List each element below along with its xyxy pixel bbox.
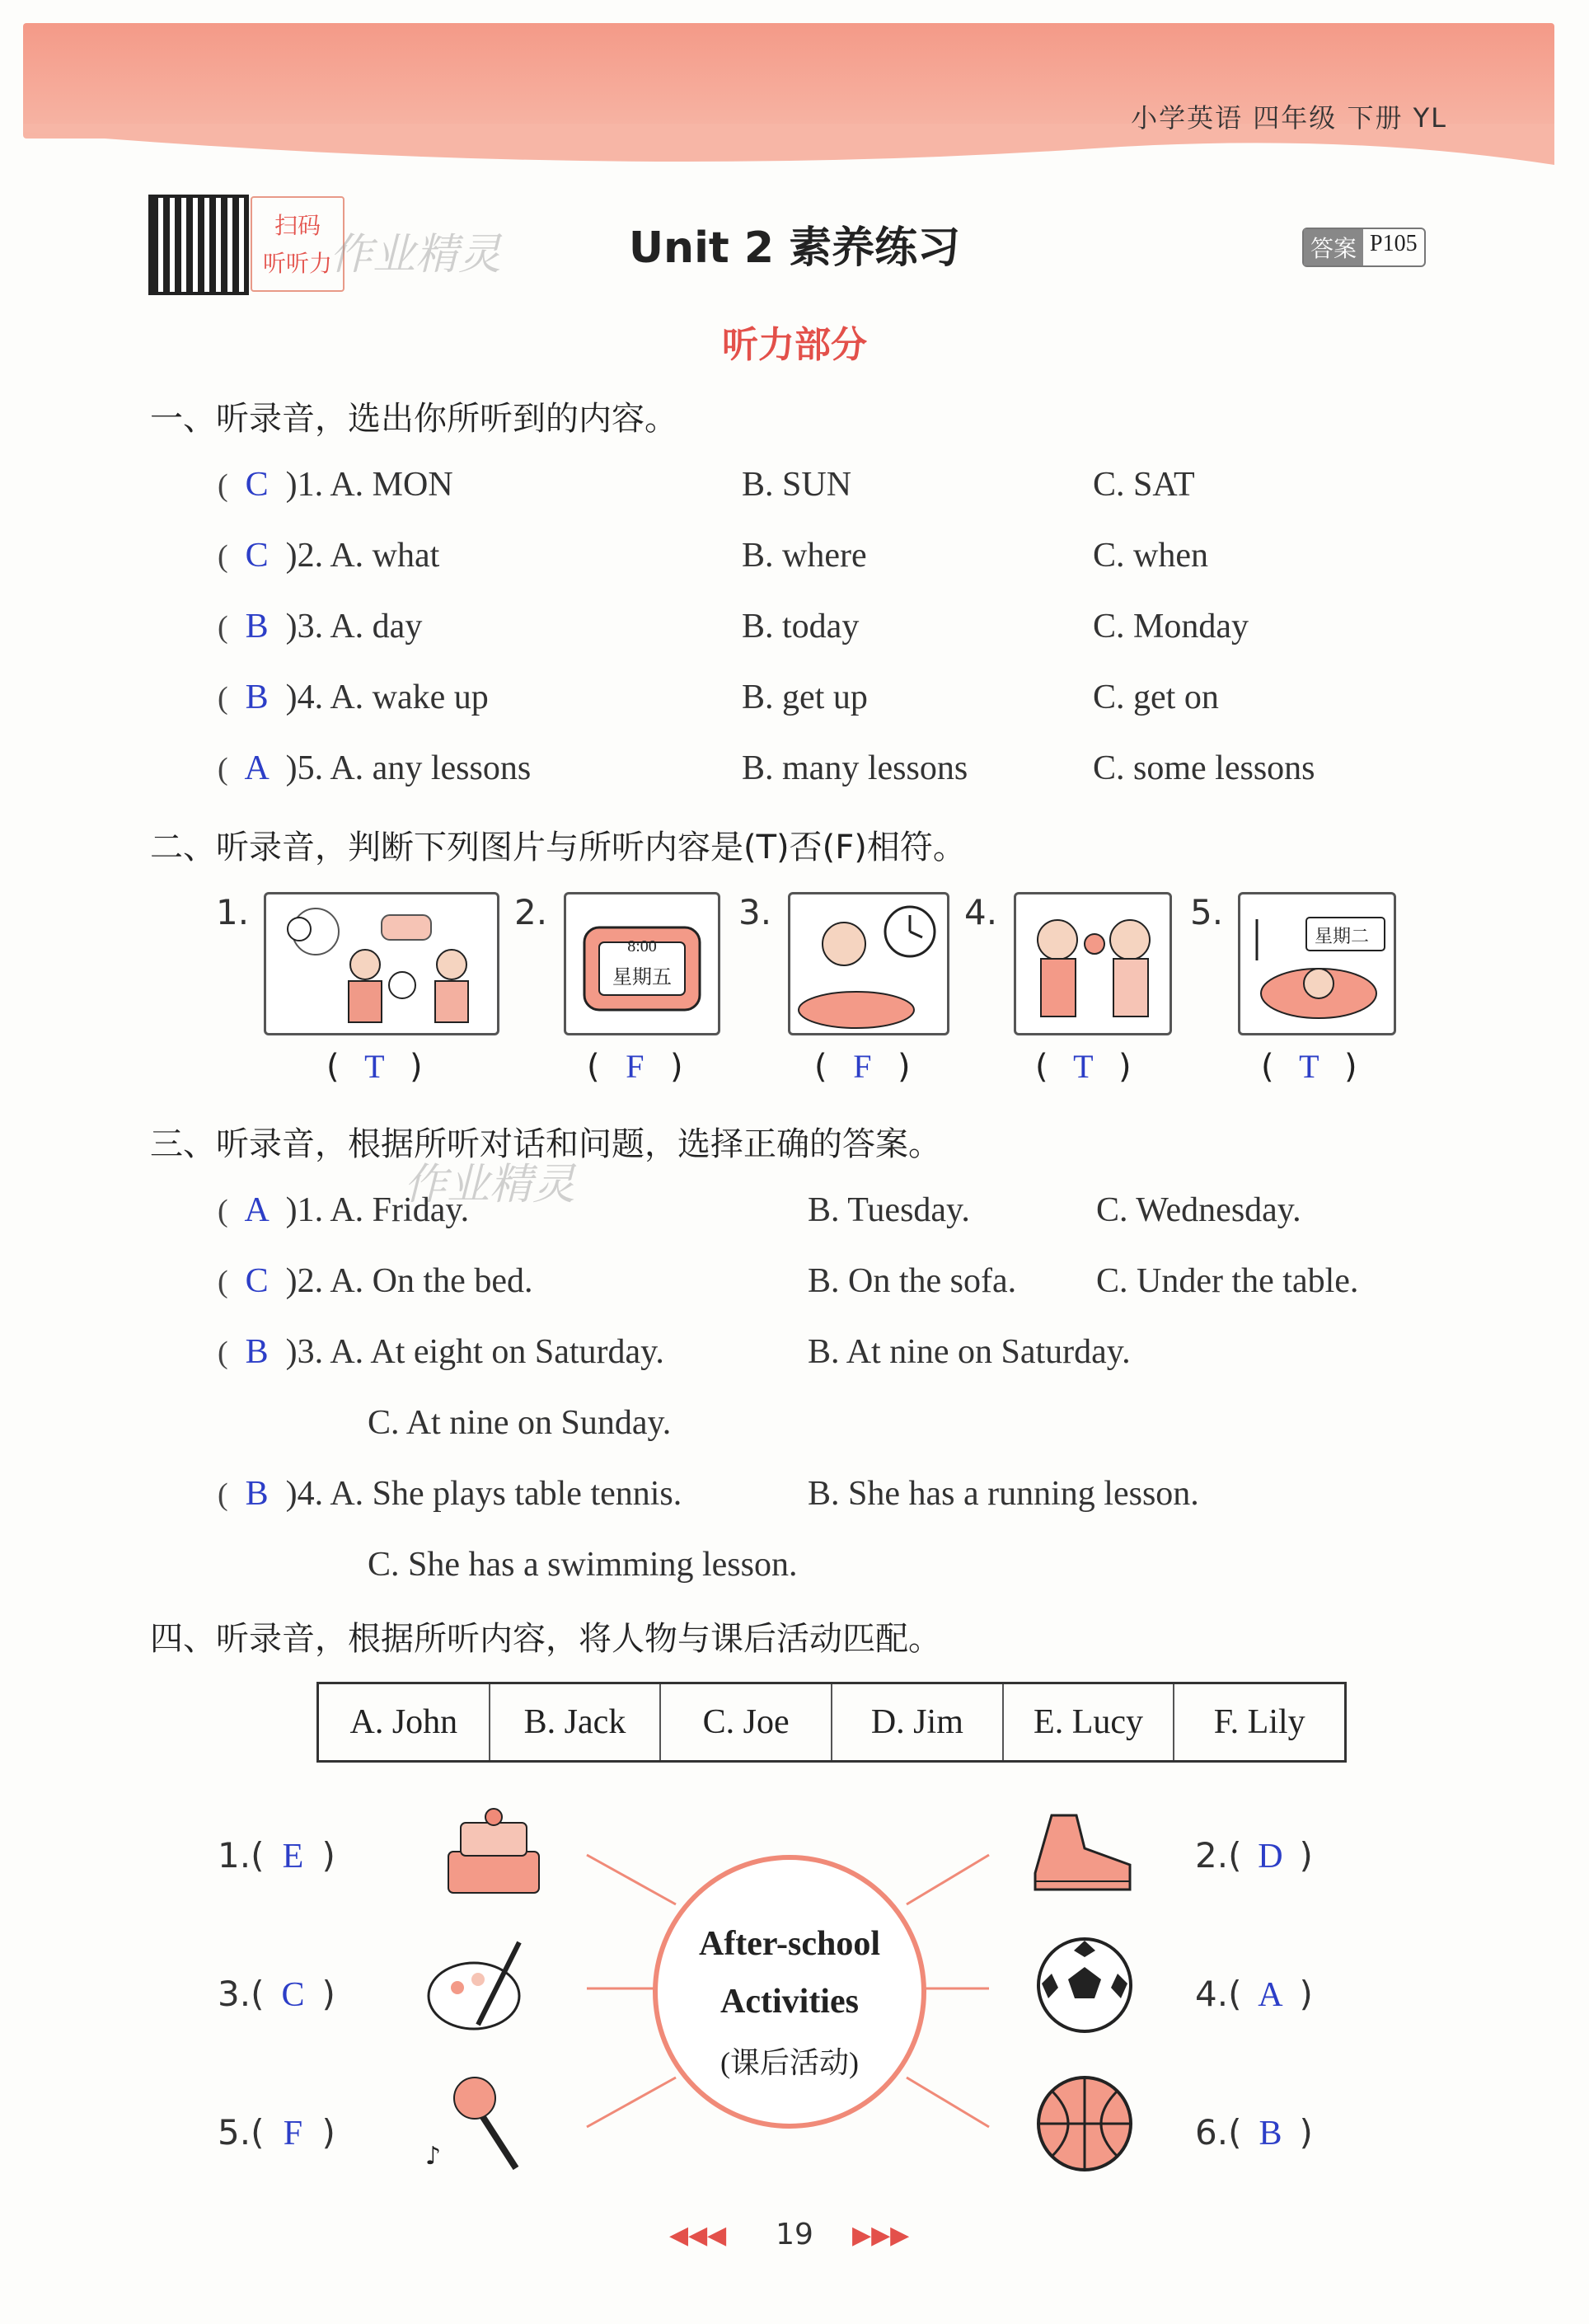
q-number: )1. — [285, 1191, 324, 1229]
center-line-2: Activities — [720, 1983, 859, 2021]
match-number: 2.( — [1195, 1835, 1242, 1876]
center-line-3: (课后活动) — [720, 2046, 859, 2079]
option-a: A. At eight on Saturday. — [330, 1333, 664, 1371]
picture-3 — [788, 892, 949, 1035]
picture-2 — [564, 892, 720, 1035]
name-table — [316, 1682, 1347, 1763]
option-b: B. She has a running lesson. — [808, 1475, 1199, 1513]
boy-clock-illustration — [790, 894, 947, 1033]
list-item: ( B )4. A. wake up — [218, 678, 489, 716]
answer-field[interactable]: B — [245, 608, 269, 646]
list-item: ( C )2. A. On the bed. — [218, 1262, 533, 1300]
list-item: ( B )3. A. day — [218, 608, 423, 646]
weekday-label: 星期二 — [1315, 927, 1370, 947]
answer-field[interactable]: T — [364, 1048, 385, 1085]
answer-field[interactable]: A — [244, 749, 270, 787]
list-item: ( C )1. A. MON — [218, 466, 453, 504]
match-item: 3.( C ) — [218, 1974, 335, 2014]
option-a: A. On the bed. — [330, 1262, 533, 1300]
answer-field[interactable]: T — [1073, 1048, 1094, 1085]
scan-label: 扫码 — [274, 212, 321, 239]
weekday-label: 星期五 — [612, 965, 672, 988]
name-cell: D. Jim — [832, 1684, 1004, 1760]
section-1-heading: 一、听录音，选出你所听到的内容。 — [150, 400, 677, 438]
match-number: 1.( — [218, 1835, 265, 1876]
answer-tag-page: P105 — [1370, 231, 1418, 256]
option-a: A. what — [330, 537, 440, 575]
option-b: B. where — [742, 537, 867, 575]
answer-field[interactable]: F — [853, 1048, 872, 1085]
answer-field[interactable]: D — [1258, 1838, 1283, 1876]
picture-5 — [1238, 892, 1396, 1035]
sneaker-icon — [1019, 1799, 1142, 1906]
basketball-icon — [1034, 2073, 1136, 2175]
section-2-heading: 二、听录音，判断下列图片与所听内容是(T)否(F)相符。 — [150, 829, 966, 866]
q-number: )2. — [285, 1262, 324, 1300]
answer-paren: ( T ) — [1261, 1048, 1357, 1086]
section-4-heading: 四、听录音，根据所听内容，将人物与课后活动匹配。 — [150, 1620, 941, 1658]
list-item: ( B )4. A. She plays table tennis. — [218, 1475, 682, 1513]
q-number: )3. — [285, 1333, 324, 1371]
option-b: B. today — [742, 608, 860, 646]
answer-field[interactable]: T — [1299, 1048, 1319, 1085]
page-title: Unit 2 素养练习 — [628, 223, 961, 273]
match-item: 2.( D ) — [1195, 1835, 1313, 1876]
answer-field[interactable]: B — [245, 678, 269, 716]
option-c: C. some lessons — [1093, 749, 1315, 787]
clock-time: 8:00 — [627, 937, 657, 955]
option-a: A. MON — [330, 466, 453, 504]
name-cell: B. Jack — [490, 1684, 662, 1760]
picture-4 — [1014, 892, 1172, 1035]
option-c: C. She has a swimming lesson. — [368, 1546, 798, 1584]
watermark: 作业精灵 — [330, 230, 502, 279]
option-b: B. get up — [742, 678, 868, 716]
answer-field[interactable]: E — [282, 1838, 304, 1876]
match-number: 4.( — [1195, 1974, 1242, 2014]
option-c: C. Wednesday. — [1096, 1191, 1301, 1229]
cake-icon — [432, 1802, 555, 1901]
next-arrows-icon: ▶▶▶ — [852, 2221, 910, 2250]
answer-field[interactable]: F — [283, 2115, 303, 2153]
answer-field[interactable]: C — [281, 1976, 305, 2014]
answer-paren: ( T ) — [1035, 1048, 1132, 1086]
page-number: 19 — [776, 2218, 813, 2251]
name-cell: E. Lucy — [1004, 1684, 1175, 1760]
match-item: 1.( E ) — [218, 1835, 335, 1876]
option-b: B. Tuesday. — [808, 1191, 970, 1229]
soccer-ball-icon — [1034, 1934, 1136, 2036]
option-c: C. SAT — [1093, 466, 1195, 504]
svg-text:♪: ♪ — [425, 2142, 442, 2171]
list-item: ( A )1. A. Friday. — [218, 1191, 470, 1229]
match-item: 6.( B ) — [1195, 2112, 1313, 2153]
answer-field[interactable]: C — [245, 1262, 269, 1300]
option-c: C. when — [1093, 537, 1208, 575]
option-a: A. any lessons — [330, 749, 532, 787]
grade-info: 小学英语 四年级 下册 YL — [1131, 102, 1447, 134]
pic-number: 5. — [1190, 892, 1224, 932]
option-c: C. Monday — [1093, 608, 1249, 646]
answer-field[interactable]: A — [1258, 1976, 1283, 2014]
watermark: 作业精灵 — [404, 1160, 576, 1209]
option-b: B. SUN — [742, 466, 852, 504]
answer-field[interactable]: C — [245, 537, 269, 575]
answer-tag-label: 答案 — [1304, 229, 1363, 265]
match-number: 6.( — [1195, 2112, 1242, 2153]
q-number: )3. — [285, 608, 324, 646]
answer-field[interactable]: A — [244, 1191, 270, 1229]
kids-ball-illustration — [266, 894, 497, 1033]
option-c: C. At nine on Sunday. — [368, 1404, 672, 1442]
q-number: )2. — [285, 537, 324, 575]
answer-field[interactable]: F — [626, 1048, 645, 1085]
picture-1 — [264, 892, 499, 1035]
answer-page-tag — [1302, 228, 1426, 267]
answer-field[interactable]: B — [245, 1333, 269, 1371]
option-c: C. Under the table. — [1096, 1262, 1359, 1300]
q-number: )4. — [285, 678, 324, 716]
center-line-1: After-school — [698, 1925, 881, 1963]
answer-field[interactable]: B — [245, 1475, 269, 1513]
match-number: 5.( — [218, 2112, 265, 2153]
answer-paren: ( T ) — [326, 1048, 423, 1086]
q-number: )5. — [285, 749, 324, 787]
name-cell: F. Lily — [1213, 1703, 1305, 1741]
kids-table-tennis-illustration — [1016, 894, 1169, 1033]
pic-number: 2. — [514, 892, 548, 932]
pic-number: 3. — [738, 892, 772, 932]
option-b: B. many lessons — [742, 749, 968, 787]
q-number: )4. — [285, 1475, 324, 1513]
option-a: A. Friday. — [330, 1191, 470, 1229]
list-item: ( A )5. A. any lessons — [218, 749, 532, 787]
option-b: B. At nine on Saturday. — [808, 1333, 1131, 1371]
option-a: A. wake up — [330, 678, 489, 716]
palette-brush-icon — [420, 1934, 544, 2041]
name-cell: C. Joe — [661, 1684, 832, 1760]
answer-field[interactable]: C — [245, 466, 269, 504]
pic-number: 1. — [216, 892, 250, 932]
section-3-heading: 三、听录音，根据所听对话和问题，选择正确的答案。 — [150, 1125, 941, 1163]
prev-arrows-icon: ◀◀◀ — [669, 2221, 727, 2250]
answer-paren: ( F ) — [814, 1048, 911, 1086]
option-b: B. On the sofa. — [808, 1262, 1017, 1300]
list-item: ( C )2. A. what — [218, 537, 440, 575]
answer-field[interactable]: B — [1259, 2115, 1282, 2153]
match-item: 5.( F ) — [218, 2112, 335, 2153]
listen-label: 听听力 — [262, 250, 332, 277]
match-number: 3.( — [218, 1974, 265, 2014]
answer-paren: ( F ) — [587, 1048, 683, 1086]
option-a: A. day — [330, 608, 423, 646]
match-item: 4.( A ) — [1195, 1974, 1313, 2014]
microphone-icon — [417, 2069, 549, 2176]
list-item: ( B )3. A. At eight on Saturday. — [218, 1333, 664, 1371]
name-cell: A. John — [319, 1684, 490, 1760]
pic-number: 4. — [964, 892, 998, 932]
swimming-illustration — [1240, 894, 1394, 1033]
option-a: A. She plays table tennis. — [330, 1475, 682, 1513]
q-number: )1. — [285, 466, 324, 504]
listening-subtitle: 听力部分 — [722, 324, 867, 366]
option-c: C. get on — [1093, 678, 1219, 716]
